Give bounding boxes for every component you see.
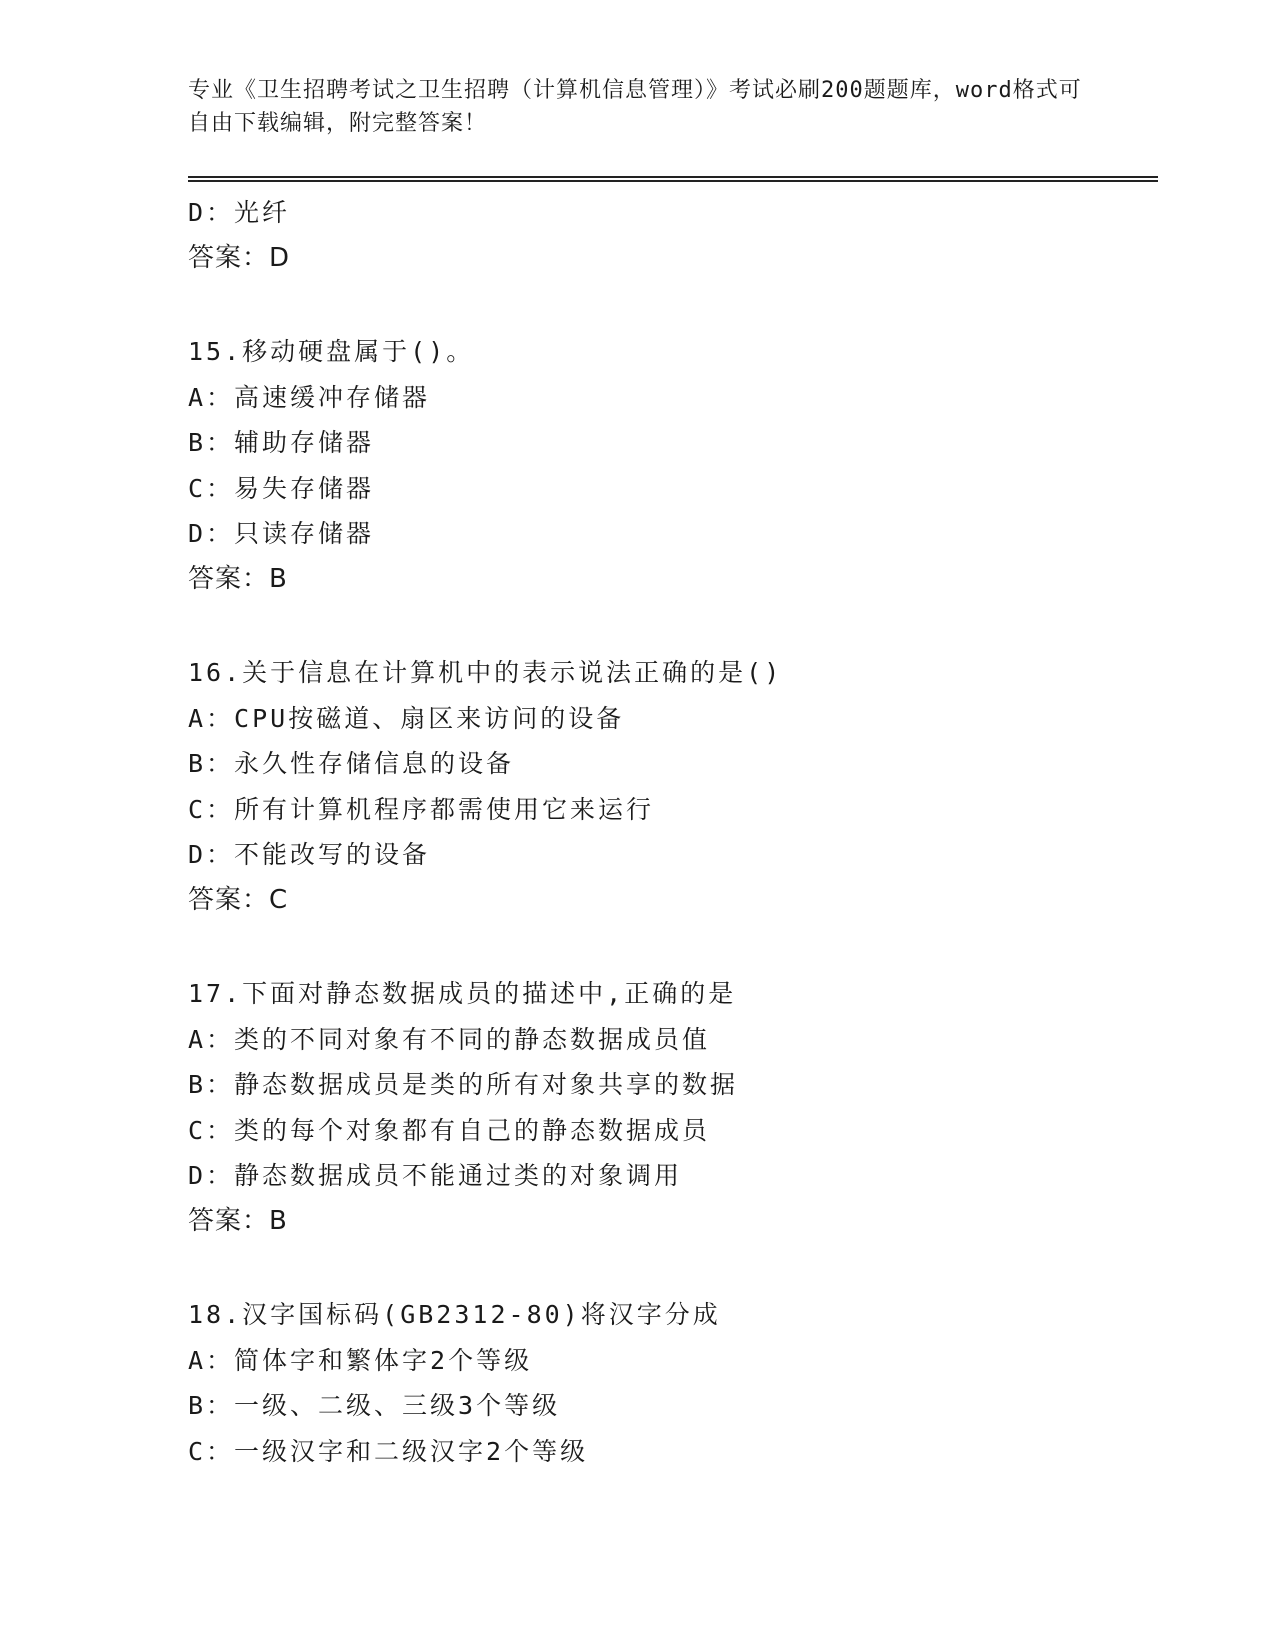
answer-line: 答案：B (188, 1205, 288, 1236)
option-b: B：一级、二级、三级3个等级 (188, 1391, 561, 1420)
question-block (188, 190, 1148, 281)
answer-line: 答案：B (188, 563, 288, 594)
header-divider (188, 176, 1158, 182)
option-a: A：高速缓冲存储器 (188, 382, 431, 412)
option-b: B：永久性存储信息的设备 (188, 749, 515, 778)
question-block (188, 971, 1148, 1244)
option-a: A：类的不同对象有不同的静态数据成员值 (188, 1024, 711, 1054)
option-d: D：只读存储器 (188, 519, 375, 548)
option-d: D：光纤 (188, 198, 291, 227)
answer-line: 答案：D (188, 242, 291, 273)
option-c: C：类的每个对象都有自己的静态数据成员 (188, 1115, 711, 1145)
option-d: D：不能改写的设备 (188, 840, 431, 869)
option-b: B：静态数据成员是类的所有对象共享的数据 (188, 1070, 739, 1099)
option-d: D：静态数据成员不能通过类的对象调用 (188, 1161, 683, 1190)
option-c: C：一级汉字和二级汉字2个等级 (188, 1436, 589, 1466)
document-header: 专业《卫生招聘考试之卫生招聘（计算机信息管理）》考试必刷200题题库，word格式可自由下载编辑，附完整答案！ (188, 78, 1082, 136)
option-a: A：CPU按磁道、扇区来访问的设备 (188, 703, 625, 733)
question-list (188, 190, 1148, 1474)
option-b: B：辅助存储器 (188, 428, 375, 457)
option-c: C：易失存储器 (188, 473, 375, 503)
answer-line: 答案：C (188, 884, 289, 915)
question-text: 16.关于信息在计算机中的表示说法正确的是() (188, 658, 783, 687)
question-block (188, 650, 1148, 923)
question-text: 15.移动硬盘属于()。 (188, 337, 475, 366)
question-block (188, 329, 1148, 602)
option-c: C：所有计算机程序都需使用它来运行 (188, 794, 655, 824)
question-text: 17.下面对静态数据成员的描述中,正确的是 (188, 979, 737, 1008)
option-a: A：简体字和繁体字2个等级 (188, 1345, 533, 1375)
question-block (188, 1292, 1148, 1474)
question-text: 18.汉字国标码(GB2312-80)将汉字分成 (188, 1300, 721, 1329)
